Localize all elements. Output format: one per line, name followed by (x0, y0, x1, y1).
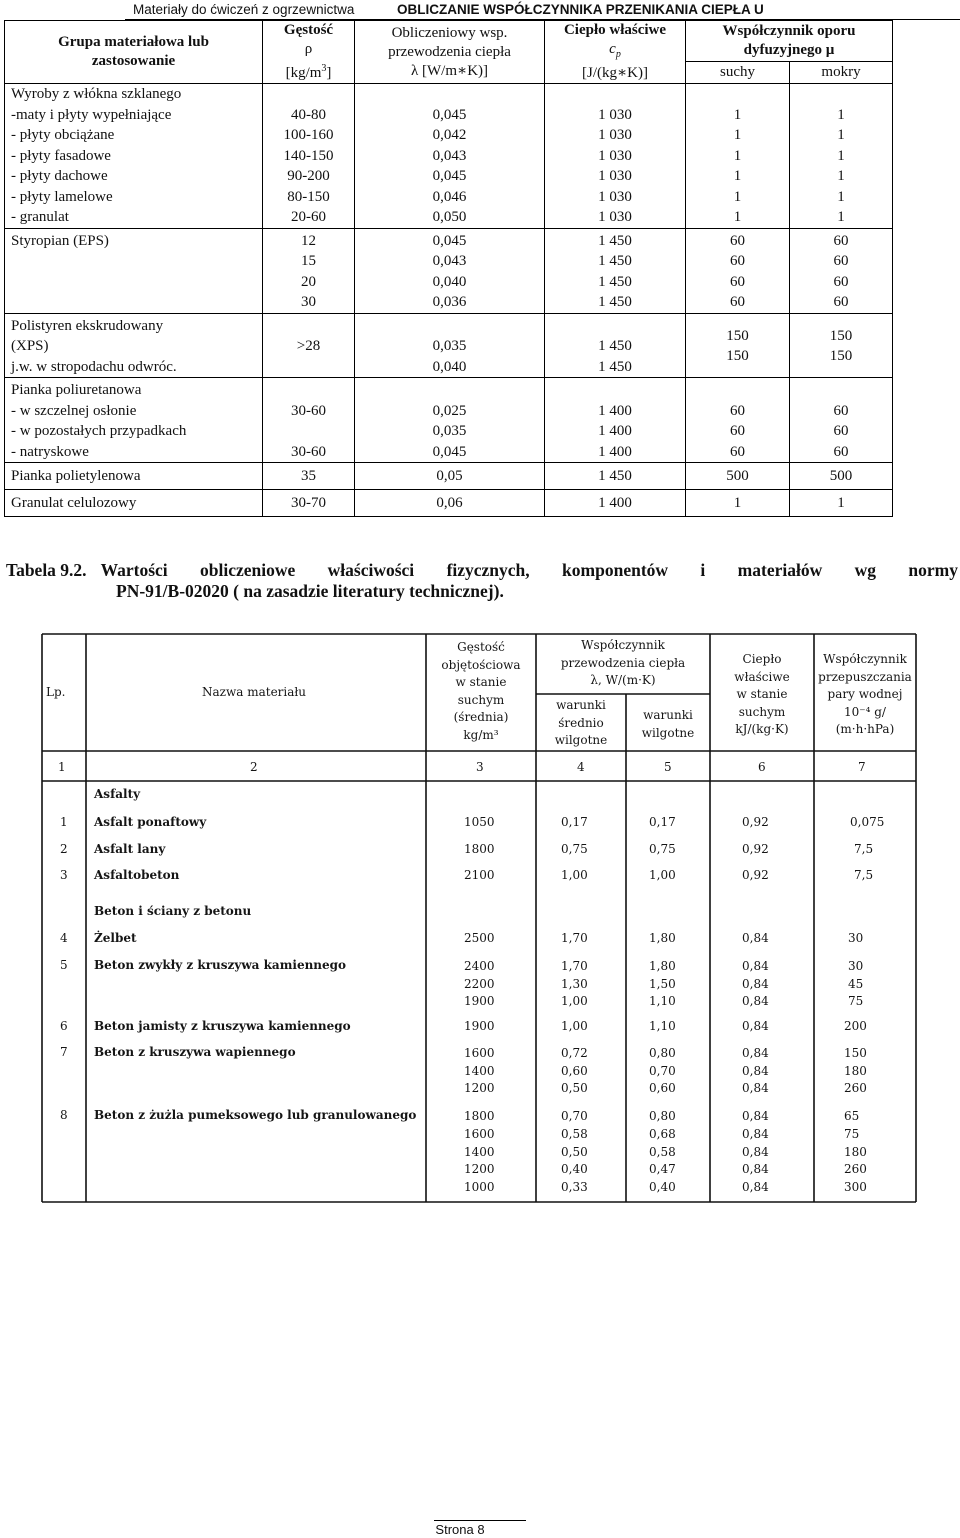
specific-heat-value: 0,84 (742, 1019, 769, 1033)
mu-dry-value: 500 (686, 463, 790, 490)
density-values: 1800 1600 1400 1200 1000 (464, 1109, 495, 1195)
lambda-average-value: 1,70 (561, 931, 588, 945)
header-material-name: Nazwa materiału (202, 685, 307, 699)
lambda-average-values: 0,72 0,60 0,50 (561, 1046, 588, 1095)
permeability-values: 150 180 260 (844, 1046, 867, 1095)
section-title: Beton i ściany z betonu (94, 904, 252, 918)
table-row (5, 228, 893, 313)
density-values: 12 15 20 30 (263, 228, 355, 313)
footer-rule (434, 1520, 526, 1521)
permeability-value: 30 (848, 931, 864, 945)
density-value: 35 (263, 463, 355, 490)
column-number: 4 (577, 760, 585, 774)
table-row (5, 378, 893, 463)
density-values: 2400 2200 1900 (464, 959, 495, 1008)
page-footer (0, 1520, 960, 1538)
density-value: 1800 (464, 842, 495, 856)
column-number: 6 (758, 760, 766, 774)
lambda-values: 0,045 0,042 0,043 0,045 0,046 0,050 (355, 84, 545, 229)
density-values: 1600 1400 1200 (464, 1046, 495, 1095)
permeability-value: 7,5 (854, 868, 874, 882)
table-row (5, 313, 893, 378)
lambda-wet-value: 1,80 (649, 931, 676, 945)
header-lambda-average: warunki średnio wilgotne (554, 698, 608, 747)
permeability-value: 0,075 (850, 815, 885, 829)
mu-dry-values: 60 60 60 60 (686, 228, 790, 313)
material-names: Pianka poliuretanowa - w szczelnej osłonie - w pozostałych przypadkach - natryskowe (5, 378, 263, 463)
material-name: Pianka polietylenowa (5, 463, 263, 490)
density-value: 2100 (464, 868, 495, 882)
header-group: Grupa materiałowa lub zastosowanie (5, 21, 263, 84)
column-number: 2 (250, 760, 258, 774)
header-chapter-title: OBLICZANIE WSPÓŁCZYNNIKA PRZENIKANIA CIEPŁA U (397, 2, 764, 17)
density-value: 1900 (464, 1019, 495, 1033)
material-name: Beton jamisty z kruszywa kamiennego (94, 1019, 351, 1033)
lambda-average-values: 1,70 1,30 1,00 (561, 959, 588, 1008)
row-number: 7 (60, 1045, 68, 1059)
table-caption: Tabela 9.2. Wartości obliczeniowe właściwości fizycznych, komponentów i materiałów wg normy PN-91/B-02020 ( na zasadzie literatury technicznej). (6, 560, 958, 601)
cp-values: 1 400 1 400 1 400 (545, 378, 686, 463)
permeability-values: 30 45 75 (848, 959, 864, 1008)
permeability-value: 7,5 (854, 842, 874, 856)
row-number: 2 (60, 842, 68, 856)
lambda-average-value: 1,00 (561, 868, 588, 882)
header-density: Gęstość objętościowa w stanie suchym (średnia) kg/m³ (441, 640, 521, 742)
mu-wet-values: 150 150 (790, 313, 893, 378)
column-number: 3 (476, 760, 484, 774)
page-number: Strona 8 (435, 1522, 485, 1537)
density-value: 30-70 (263, 490, 355, 517)
specific-heat-values: 0,84 0,84 0,84 (742, 959, 769, 1008)
specific-heat-values: 0,84 0,84 0,84 (742, 1046, 769, 1095)
material-name: Żelbet (94, 931, 137, 945)
permeability-values: 65 75 180 260 300 (844, 1109, 867, 1195)
material-name: Asfalt lany (94, 842, 166, 856)
cp-values: 1 450 1 450 1 450 1 450 (545, 228, 686, 313)
lambda-wet-values: 0,80 0,68 0,58 0,47 0,40 (649, 1109, 676, 1195)
material-names: Polistyren ekskrudowany (XPS) j.w. w stropodachu odwróc. (5, 313, 263, 378)
header-lp: Lp. (46, 685, 66, 699)
table-row (5, 84, 893, 229)
insulation-properties-table (4, 20, 893, 517)
row-number: 3 (60, 868, 68, 882)
lambda-average-value: 0,17 (561, 815, 588, 829)
material-name: Granulat celulozowy (5, 490, 263, 517)
density-values: >28 (263, 313, 355, 378)
lambda-wet-value: 0,17 (649, 815, 676, 829)
caption-label: Tabela 9.2. (6, 560, 87, 580)
lambda-wet-value: 0,75 (649, 842, 676, 856)
cp-value: 1 450 (545, 463, 686, 490)
running-header (125, 2, 960, 18)
density-value: 2500 (464, 931, 495, 945)
row-number: 4 (60, 931, 68, 945)
lambda-wet-values: 1,80 1,50 1,10 (649, 959, 676, 1008)
header-mu-wet: mokry (790, 62, 893, 84)
lambda-average-value: 0,75 (561, 842, 588, 856)
header-specific-heat: Ciepło właściwe w stanie suchym kJ/(kg·K) (734, 652, 790, 736)
table-header-row (5, 21, 893, 62)
caption-standard: PN-91/B-02020 ( na zasadzie literatury technicznej). (116, 581, 504, 601)
header-lambda: Współczynnik przewodzenia ciepła λ, W/(m·K) (560, 638, 686, 687)
header-vapour-permeability: Współczynnik przepuszczania pary wodnej 10⁻⁴ g/ (m·h·hPa) (818, 652, 912, 736)
specific-heat-value: 0,84 (742, 931, 769, 945)
lambda-values: 0,035 0,040 (355, 313, 545, 378)
mu-dry-value: 1 (686, 490, 790, 517)
table-row (5, 463, 893, 490)
lambda-values: 0,045 0,043 0,040 0,036 (355, 228, 545, 313)
lambda-wet-values: 0,80 0,70 0,60 (649, 1046, 676, 1095)
row-number: 8 (60, 1108, 68, 1122)
cp-values: 1 450 1 450 (545, 313, 686, 378)
mu-wet-values: 60 60 60 60 (790, 228, 893, 313)
mu-dry-values: 60 60 60 (686, 378, 790, 463)
cp-values: 1 030 1 030 1 030 1 030 1 030 1 030 (545, 84, 686, 229)
lambda-average-value: 1,00 (561, 1019, 588, 1033)
density-value: 1050 (464, 815, 495, 829)
lambda-wet-value: 1,10 (649, 1019, 676, 1033)
lambda-value: 0,06 (355, 490, 545, 517)
lambda-value: 0,05 (355, 463, 545, 490)
mu-dry-values: 1 1 1 1 1 1 (686, 84, 790, 229)
density-values: 30-60 30-60 (263, 378, 355, 463)
specific-heat-value: 0,92 (742, 815, 769, 829)
mu-dry-values: 150 150 (686, 313, 790, 378)
material-name: Beton z kruszywa wapiennego (94, 1045, 296, 1059)
material-name: Beton z żużla pumeksowego lub granulowanego (94, 1108, 417, 1122)
header-lambda: Obliczeniowy wsp. przewodzenia ciepła λ [W/m∗K)] (355, 21, 545, 84)
lambda-wet-value: 1,00 (649, 868, 676, 882)
column-number: 1 (58, 760, 66, 774)
material-name: Asfalt ponaftowy (94, 815, 207, 829)
specific-heat-value: 0,92 (742, 868, 769, 882)
header-mu-dry: suchy (686, 62, 790, 84)
permeability-value: 200 (844, 1019, 867, 1033)
mu-wet-value: 1 (790, 490, 893, 517)
standard-materials-table (40, 631, 918, 1204)
lambda-values: 0,025 0,035 0,045 (355, 378, 545, 463)
specific-heat-values: 0,84 0,84 0,84 0,84 0,84 (742, 1109, 769, 1195)
row-number: 1 (60, 815, 68, 829)
header-course-title: Materiały do ćwiczeń z ogrzewnictwa (133, 2, 355, 17)
material-names: Styropian (EPS) (5, 228, 263, 313)
lambda-average-values: 0,70 0,58 0,50 0,40 0,33 (561, 1109, 588, 1195)
row-number: 5 (60, 958, 68, 972)
cp-value: 1 400 (545, 490, 686, 517)
mu-wet-values: 60 60 60 (790, 378, 893, 463)
specific-heat-value: 0,92 (742, 842, 769, 856)
mu-wet-values: 1 1 1 1 1 1 (790, 84, 893, 229)
header-density: Gęstość ρ $[kg/m^3]$ (263, 21, 355, 84)
material-names: Wyroby z włókna szklanego -maty i płyty wypełniające - płyty obciążane - płyty fasadowe - płyty dachowe - płyty lamelowe - granulat (5, 84, 263, 229)
column-number: 5 (664, 760, 672, 774)
material-name: Asfaltobeton (94, 868, 180, 882)
header-diffusion: Współczynnik oporu dyfuzyjnego µ (686, 21, 893, 62)
header-specific-heat: Ciepło właściwe $c_p$ [J/(kg∗K)] (545, 21, 686, 84)
header-lambda-wet: warunki wilgotne (641, 708, 695, 740)
section-title: Asfalty (94, 787, 141, 801)
column-number: 7 (858, 760, 866, 774)
table-row (5, 490, 893, 517)
mu-wet-value: 500 (790, 463, 893, 490)
density-values: 40-80 100-160 140-150 90-200 80-150 20-60 (263, 84, 355, 229)
row-number: 6 (60, 1019, 68, 1033)
material-name: Beton zwykły z kruszywa kamiennego (94, 958, 347, 972)
